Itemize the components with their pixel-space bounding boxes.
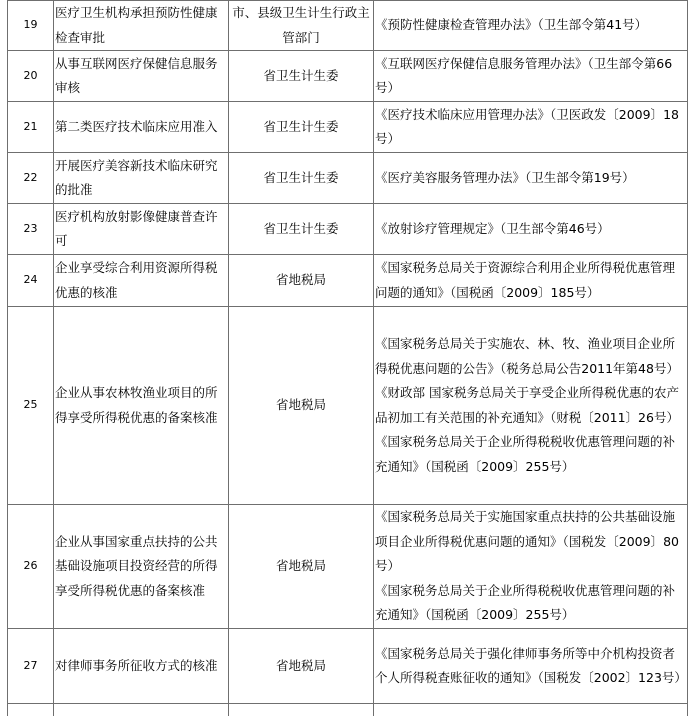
department: 省地税局 bbox=[229, 629, 374, 704]
table-row bbox=[8, 1, 688, 51]
department: 省地税局 bbox=[229, 505, 374, 629]
item-name: 对律师事务所征收方式的核准 bbox=[54, 629, 229, 704]
table-row bbox=[8, 204, 688, 255]
legal-basis-text: 《互联网医疗保健信息服务管理办法》（卫生部令第66号） bbox=[375, 55, 673, 95]
legal-basis bbox=[374, 1, 688, 51]
department: 省卫生计生委 bbox=[229, 102, 374, 153]
legal-basis-text: 《国家税务总局关于资源综合利用企业所得税优惠管理问题的通知》（国税函〔2009〕185号） bbox=[375, 260, 676, 300]
table-row bbox=[8, 629, 688, 704]
row-number: 26 bbox=[8, 505, 54, 629]
table-row bbox=[8, 102, 688, 153]
row-number: 25 bbox=[8, 307, 54, 505]
legal-basis-text: 《国家税务总局关于实施国家重点扶持的公共基础设施项目企业所得税优惠问题的通知》（国税发〔2009〕80号） bbox=[375, 509, 679, 574]
item-name: 医疗卫生机构承担预防性健康检查审批 bbox=[54, 1, 229, 51]
department: 省地税局 bbox=[229, 307, 374, 505]
legal-basis bbox=[374, 629, 688, 704]
table-row bbox=[8, 153, 688, 204]
row-number: 24 bbox=[8, 255, 54, 307]
item-name: 企业享受综合利用资源所得税优惠的核准 bbox=[54, 255, 229, 307]
cell bbox=[374, 704, 688, 717]
legal-basis-text: 《放射诊疗管理规定》（卫生部令第46号） bbox=[375, 220, 610, 236]
table-row-partial bbox=[8, 704, 688, 717]
row-number: 20 bbox=[8, 51, 54, 102]
row-number: 19 bbox=[8, 1, 54, 51]
item-name: 从事互联网医疗保健信息服务审核 bbox=[54, 51, 229, 102]
cell bbox=[8, 704, 54, 717]
approval-items-table bbox=[7, 0, 688, 716]
item-name: 开展医疗美容新技术临床研究的批准 bbox=[54, 153, 229, 204]
department: 省卫生计生委 bbox=[229, 51, 374, 102]
row-number: 27 bbox=[8, 629, 54, 704]
item-name: 企业从事国家重点扶持的公共基础设施项目投资经营的所得享受所得税优惠的备案核准 bbox=[54, 505, 229, 629]
legal-basis-text: 《医疗技术临床应用管理办法》（卫医政发〔2009〕18号） bbox=[375, 106, 679, 146]
department: 省卫生计生委 bbox=[229, 153, 374, 204]
department: 省地税局 bbox=[229, 255, 374, 307]
row-number: 23 bbox=[8, 204, 54, 255]
legal-basis bbox=[374, 153, 688, 204]
row-number: 22 bbox=[8, 153, 54, 204]
legal-basis bbox=[374, 51, 688, 102]
table-row bbox=[8, 255, 688, 307]
table-row bbox=[8, 505, 688, 629]
item-name: 企业从事农林牧渔业项目的所得享受所得税优惠的备案核准 bbox=[54, 307, 229, 505]
table-row bbox=[8, 51, 688, 102]
item-name: 第二类医疗技术临床应用准入 bbox=[54, 102, 229, 153]
table-row bbox=[8, 307, 688, 505]
legal-basis-text: 《国家税务总局关于企业所得税税收优惠管理问题的补充通知》（国税函〔2009〕255号） bbox=[375, 434, 676, 474]
legal-basis bbox=[374, 307, 688, 505]
legal-basis-text: 《国家税务总局关于实施农、林、牧、渔业项目企业所得税优惠问题的公告》（税务总局公告2011年第48号） bbox=[375, 336, 679, 376]
department: 市、县级卫生计生行政主管部门 bbox=[229, 1, 374, 51]
legal-basis bbox=[374, 204, 688, 255]
item-name: 医疗机构放射影像健康普查许可 bbox=[54, 204, 229, 255]
legal-basis bbox=[374, 102, 688, 153]
legal-basis bbox=[374, 505, 688, 629]
legal-basis-text: 《预防性健康检查管理办法》（卫生部令第41号） bbox=[375, 17, 648, 33]
cell bbox=[54, 704, 229, 717]
legal-basis-text: 《国家税务总局关于强化律师事务所等中介机构投资者个人所得税查账征收的通知》（国税发〔2002〕123号） bbox=[375, 645, 687, 685]
department: 省卫生计生委 bbox=[229, 204, 374, 255]
legal-basis-text: 《医疗美容服务管理办法》（卫生部令第19号） bbox=[375, 169, 635, 185]
legal-basis-text: 《国家税务总局关于企业所得税税收优惠管理问题的补充通知》（国税函〔2009〕255号） bbox=[375, 582, 676, 623]
cell bbox=[229, 704, 374, 717]
row-number: 21 bbox=[8, 102, 54, 153]
legal-basis-text: 《财政部 国家税务总局关于享受企业所得税优惠的农产品初加工有关范围的补充通知》（财税〔2011〕26号） bbox=[375, 385, 679, 425]
legal-basis bbox=[374, 255, 688, 307]
